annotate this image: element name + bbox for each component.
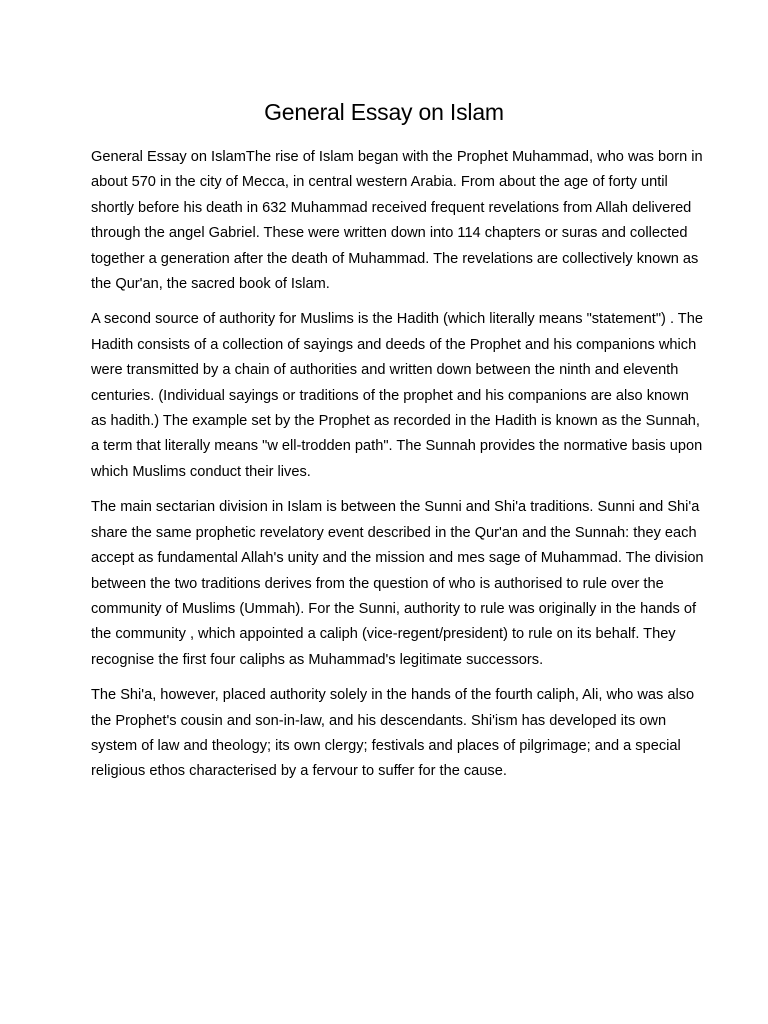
document-body — [91, 145, 707, 785]
document-title: General Essay on Islam — [264, 99, 504, 125]
paragraph: The Shi'a, however, placed authority solely in the hands of the fourth caliph, Ali, who was also the Prophet's cousin and son-in-law, and his descendants. Shi'ism has developed its own system of law and theology; its own clergy; festivals and places of pilgrimage; and a special religious ethos characterised by a fervour to suffer for the cause. — [91, 687, 695, 780]
paragraph: General Essay on IslamThe rise of Islam began with the Prophet Muhammad, who was born in about 570 in the city of Mecca, in central western Arabia. From about the age of forty until shortly before his death in 632 Muhammad received frequent revelations from Allah delivered through the angel Gabriel. These were written down into 114 chapters or suras and collected together a generation after the death of Muhammad. The revelations are collectively known as the Qur'an, the sacred book of Islam. — [91, 149, 703, 293]
paragraph: A second source of authority for Muslims is the Hadith (which literally means "statement") . The Hadith consists of a collection of sayings and deeds of the Prophet and his companions which were transmitted by a chain of authorities and written down between the ninth and eleventh centuries. (Individual sayings or traditions of the prophet and his companions are also known as hadith.) The example set by the Prophet as recorded in the Hadith is known as the Sunnah, a term that literally means "w ell-trodden path". The Sunnah provides the normative basis upon which Muslims conduct their lives. — [91, 311, 703, 480]
paragraph: The main sectarian division in Islam is between the Sunni and Shi'a traditions. Sunni and Shi'a share the same prophetic revelatory event described in the Qur'an and the Sunnah: they each accept as fundamental Allah's unity and the mission and mes sage of Muhammad. The division between the two traditions derives from the question of who is authorised to rule over the community of Muslims (Ummah). For the Sunni, authority to rule was originally in the hands of the community , which appointed a caliph (vice-regent/president) to rule on its behalf. They recognise the first four caliphs as Muhammad's legitimate successors. — [91, 499, 704, 668]
